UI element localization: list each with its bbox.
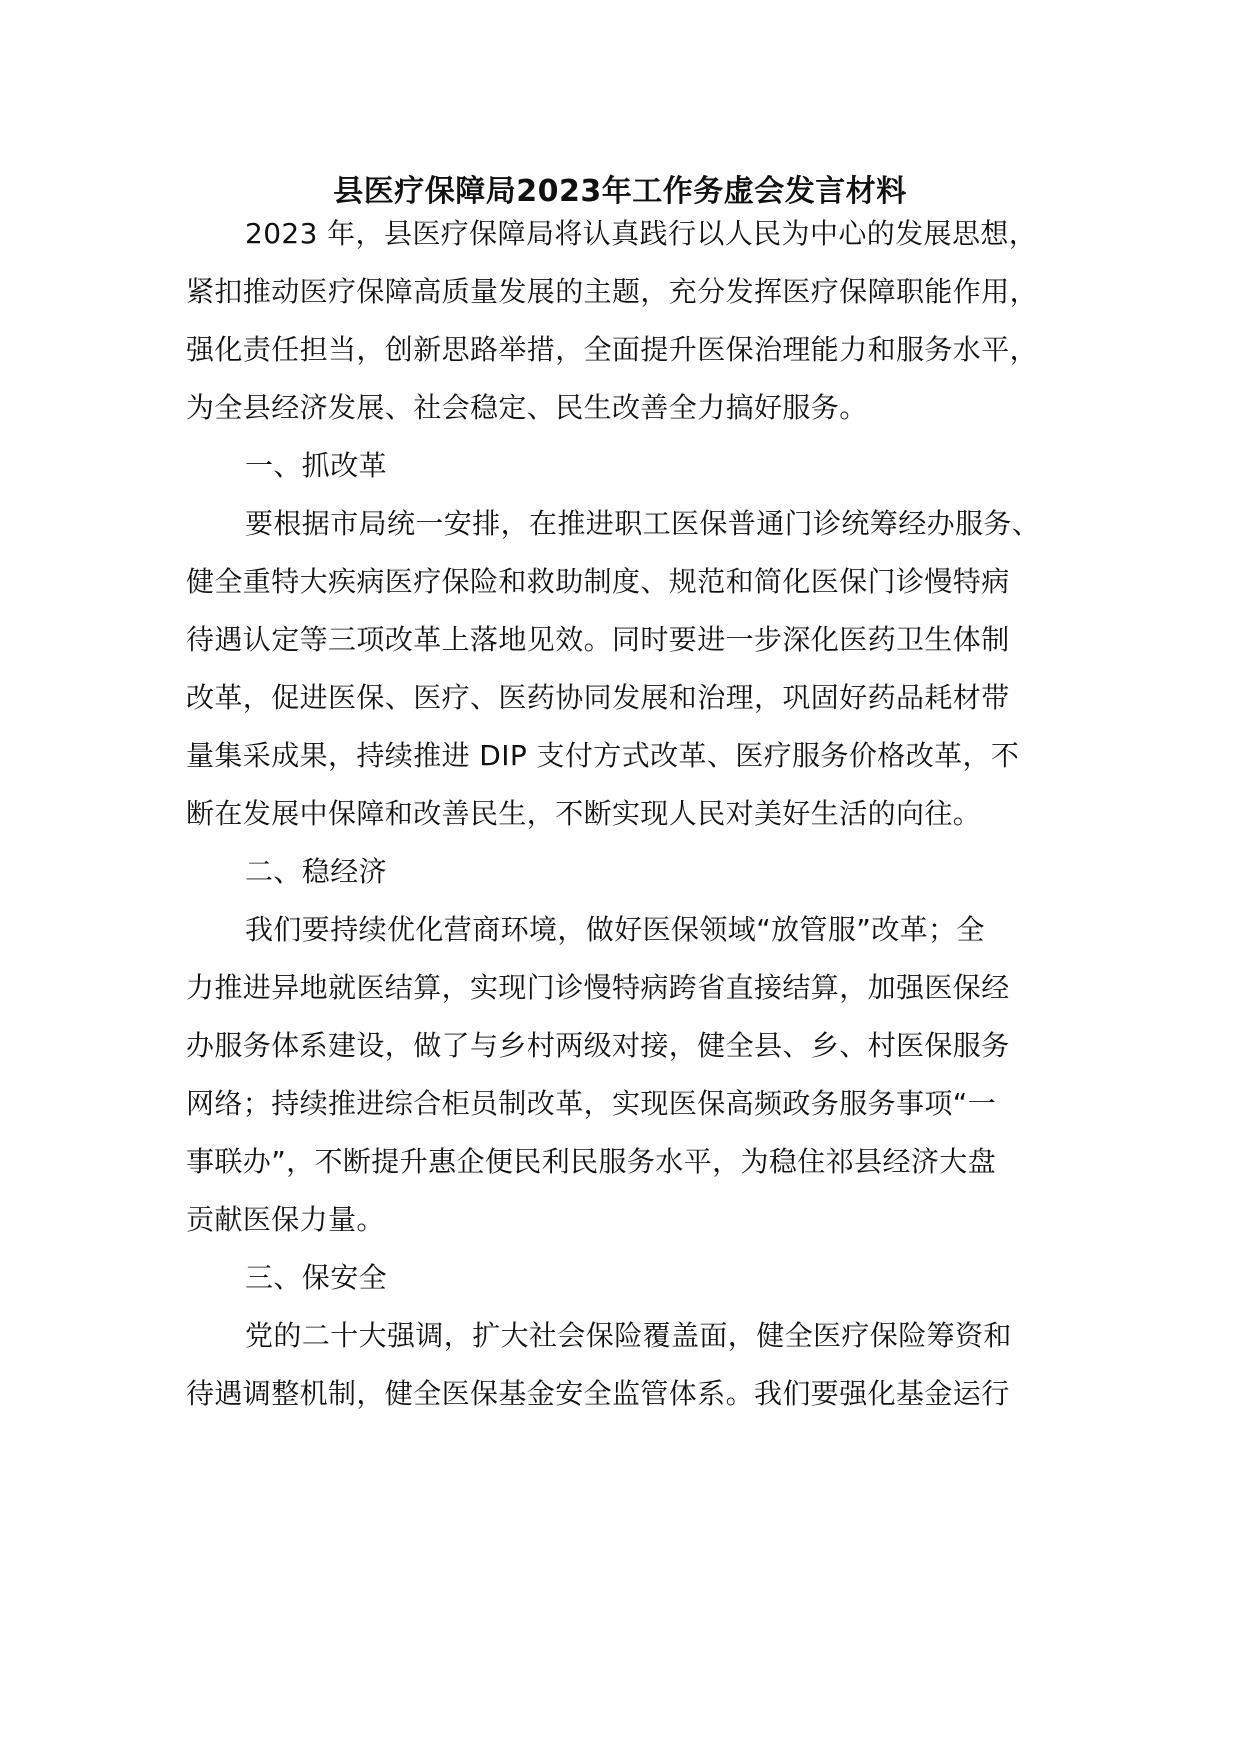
economy-line-6: 贡献医保力量。 [186, 1203, 385, 1236]
document-title: 县医疗保障局2023年工作务虚会发言材料 [333, 174, 907, 209]
intro-line-1: 2023 年，县医疗保障局将认真践行以人民为中心的发展思想， [245, 217, 1038, 250]
reform-line-3: 待遇认定等三项改革上落地见效。同时要进一步深化医药卫生体制 [186, 623, 1010, 656]
section-heading-safety: 三、保安全 [245, 1261, 388, 1294]
economy-line-5: 事联办”，不断提升惠企便民利民服务水平，为稳住祁县经济大盘 [186, 1145, 997, 1178]
safety-line-2: 待遇调整机制，健全医保基金安全监管体系。我们要强化基金运行 [186, 1377, 1010, 1410]
reform-line-6: 断在发展中保障和改善民生，不断实现人民对美好生活的向往。 [186, 797, 982, 830]
safety-line-1: 党的二十大强调，扩大社会保险覆盖面，健全医疗保险筹资和 [245, 1319, 1012, 1352]
economy-line-4: 网络；持续推进综合柜员制改革，实现医保高频政务服务事项“一 [186, 1087, 997, 1120]
reform-line-4: 改革，促进医保、医疗、医药协同发展和治理，巩固好药品耗材带 [186, 681, 1010, 714]
intro-line-3: 强化责任担当，创新思路举措，全面提升医保治理能力和服务水平， [186, 333, 1039, 366]
intro-line-2: 紧扣推动医疗保障高质量发展的主题，充分发挥医疗保障职能作用， [186, 275, 1039, 308]
intro-line-4: 为全县经济发展、社会稳定、民生改善全力搞好服务。 [186, 391, 868, 424]
reform-line-2: 健全重特大疾病医疗保险和救助制度、规范和简化医保门诊慢特病 [186, 565, 1010, 598]
reform-line-5: 量集采成果，持续推进 DIP 支付方式改革、医疗服务价格改革，不 [186, 739, 1020, 772]
economy-line-3: 办服务体系建设，做了与乡村两级对接，健全县、乡、村医保服务 [186, 1029, 1010, 1062]
economy-line-1: 我们要持续优化营商环境，做好医保领域“放管服”改革；全 [245, 913, 985, 946]
section-heading-reform: 一、抓改革 [245, 449, 388, 482]
section-heading-economy: 二、稳经济 [245, 855, 388, 888]
reform-line-1: 要根据市局统一安排，在推进职工医保普通门诊统筹经办服务、 [245, 507, 1041, 540]
economy-line-2: 力推进异地就医结算，实现门诊慢特病跨省直接结算，加强医保经 [186, 971, 1010, 1004]
